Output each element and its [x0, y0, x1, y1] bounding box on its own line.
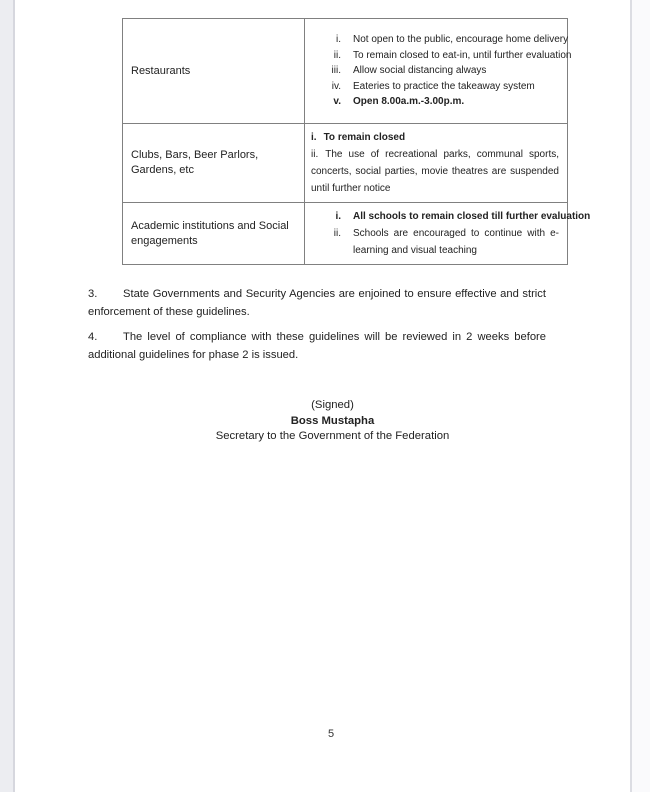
item-text: Not open to the public, encourage home delivery	[353, 34, 569, 46]
guideline-item	[311, 79, 559, 95]
guidelines-cell	[305, 124, 568, 203]
item-text: Open 8.00a.m.-3.00p.m.	[353, 96, 465, 108]
item-numeral: i.	[335, 211, 341, 222]
item-numeral: i.	[311, 132, 317, 143]
category-cell: Restaurants	[123, 19, 305, 124]
item-numeral: v.	[333, 96, 341, 108]
item-numeral: ii.	[311, 149, 319, 160]
paragraph-text: The level of compliance with these guidelines will be reviewed in 2 weeks before additional guidelines for phase 2 is issued.	[88, 331, 546, 361]
item-numeral: iv.	[331, 80, 341, 92]
guidelines-cell	[305, 203, 591, 265]
signature-block	[105, 398, 560, 445]
item-numeral: ii.	[333, 49, 341, 61]
item-text: Eateries to practice the takeaway system	[353, 80, 535, 92]
table-row	[123, 19, 568, 124]
guidelines-table-body	[123, 19, 591, 265]
item-text: To remain closed	[323, 132, 406, 143]
item-numeral: i.	[336, 34, 341, 46]
scan-edge-right	[632, 0, 650, 792]
paragraph-3	[88, 285, 546, 321]
guideline-item	[311, 63, 559, 79]
category-cell: Academic institutions and Social engagements	[123, 203, 305, 265]
page-number: 5	[327, 728, 335, 740]
signatory-title: Secretary to the Government of the Federation	[215, 430, 450, 442]
table-row	[123, 203, 568, 265]
item-text: Allow social distancing always	[353, 65, 487, 77]
guideline-item	[311, 129, 559, 146]
scan-edge-left	[0, 0, 15, 792]
guideline-item	[311, 208, 591, 225]
category-cell: Clubs, Bars, Beer Parlors, Gardens, etc	[123, 124, 305, 203]
guideline-item	[311, 48, 572, 64]
paragraph-text: State Governments and Security Agencies are enjoined to ensure effective and strict enforcement of these guidelines.	[88, 288, 546, 318]
signed-label: (Signed)	[311, 399, 354, 411]
paragraph-number: 4.	[88, 331, 98, 343]
item-text: Schools are encouraged to continue with e-learning and visual teaching	[353, 228, 559, 256]
item-text: All schools to remain closed till further evaluation	[353, 211, 591, 222]
paragraph-number: 3.	[88, 288, 98, 300]
item-numeral: ii.	[333, 228, 341, 239]
guidelines-table	[122, 18, 591, 265]
table-row	[123, 124, 568, 203]
item-text: The use of recreational parks, communal sports, concerts, social parties, movie theatres are suspended until further notice	[311, 149, 559, 194]
item-numeral: iii.	[331, 65, 341, 77]
guideline-item	[311, 225, 559, 259]
item-text: To remain closed to eat-in, until further evaluation	[353, 49, 572, 61]
paragraph-4	[88, 328, 546, 364]
signatory-name: Boss Mustapha	[290, 414, 375, 427]
guideline-item	[311, 146, 559, 197]
guideline-item	[311, 32, 569, 48]
guideline-item	[311, 94, 559, 110]
guidelines-cell	[305, 19, 572, 124]
